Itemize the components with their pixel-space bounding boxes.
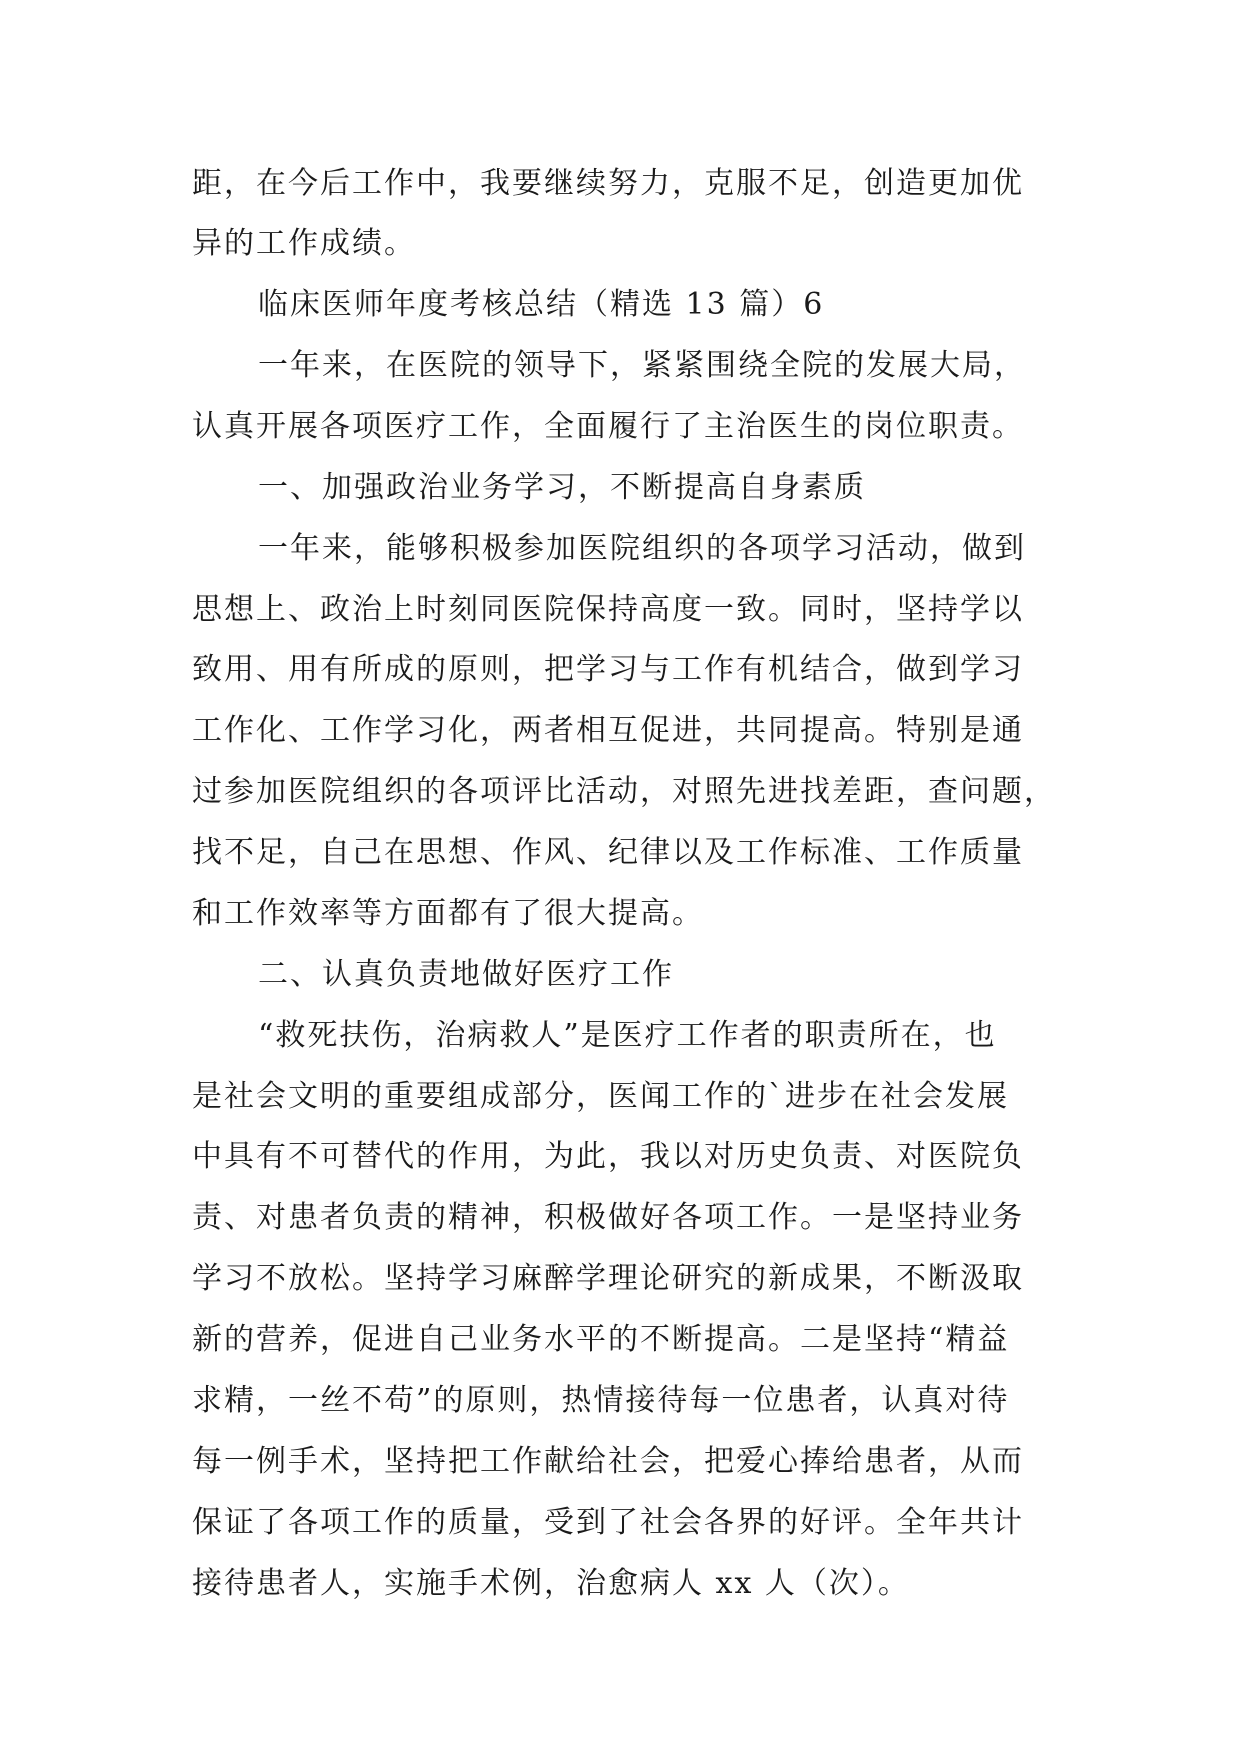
paragraph-line: 找不足，自己在思想、作风、纪律以及工作标准、工作质量 <box>192 835 1024 870</box>
section-title: 临床医师年度考核总结（精选 13 篇）6 <box>258 287 825 322</box>
paragraph-line: 一年来，在医院的领导下，紧紧围绕全院的发展大局， <box>258 348 1026 383</box>
paragraph-line: 认真开展各项医疗工作，全面履行了主治医生的岗位职责。 <box>192 409 1024 444</box>
paragraph-line: 保证了各项工作的质量，受到了社会各界的好评。全年共计 <box>192 1505 1024 1540</box>
section-heading: 二、认真负责地做好医疗工作 <box>258 957 674 992</box>
paragraph-line: 责、对患者负责的精神，积极做好各项工作。一是坚持业务 <box>192 1200 1024 1235</box>
paragraph-line: 中具有不可替代的作用，为此，我以对历史负责、对医院负 <box>192 1139 1024 1174</box>
paragraph-line: 接待患者人，实施手术例，治愈病人 xx 人（次）。 <box>192 1566 910 1601</box>
paragraph-line: 过参加医院组织的各项评比活动，对照先进找差距，查问题， <box>192 774 1056 809</box>
paragraph-line: 思想上、政治上时刻同医院保持高度一致。同时，坚持学以 <box>192 592 1024 627</box>
paragraph-line: “救死扶伤，治病救人”是医疗工作者的职责所在，也 <box>258 1018 997 1053</box>
paragraph-line: 每一例手术，坚持把工作献给社会，把爱心捧给患者，从而 <box>192 1444 1024 1479</box>
paragraph-line: 距，在今后工作中，我要继续努力，克服不足，创造更加优 <box>192 166 1024 201</box>
paragraph-line: 异的工作成绩。 <box>192 226 416 261</box>
paragraph-line: 是社会文明的重要组成部分，医闻工作的`进步在社会发展 <box>192 1079 1009 1114</box>
paragraph-line: 学习不放松。坚持学习麻醉学理论研究的新成果，不断汲取 <box>192 1261 1024 1296</box>
paragraph-line: 工作化、工作学习化，两者相互促进，共同提高。特别是通 <box>192 713 1024 748</box>
paragraph-line: 致用、用有所成的原则，把学习与工作有机结合，做到学习 <box>192 652 1024 687</box>
section-heading: 一、加强政治业务学习，不断提高自身素质 <box>258 470 866 505</box>
paragraph-line: 一年来，能够积极参加医院组织的各项学习活动，做到 <box>258 531 1026 566</box>
paragraph-line: 求精，一丝不苟”的原则，热情接待每一位患者，认真对待 <box>192 1383 1010 1418</box>
paragraph-line: 新的营养，促进自己业务水平的不断提高。二是坚持“精益 <box>192 1322 1010 1357</box>
paragraph-line: 和工作效率等方面都有了很大提高。 <box>192 896 704 931</box>
